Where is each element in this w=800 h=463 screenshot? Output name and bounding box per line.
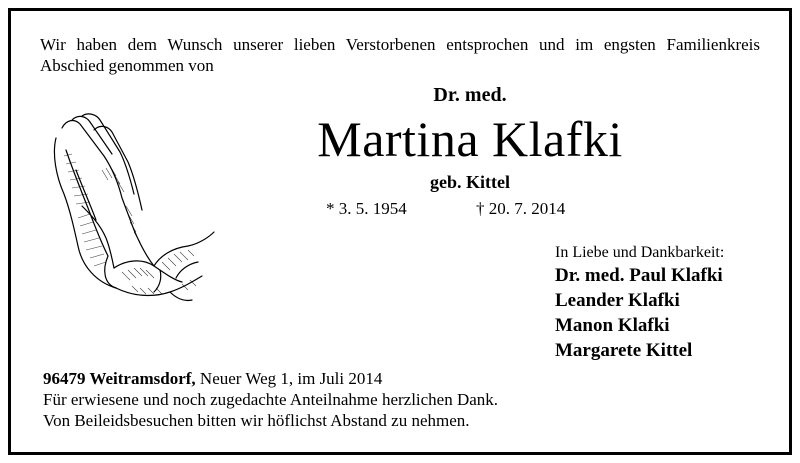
address-line: [43, 368, 643, 389]
mourners-lead: In Liebe und Dankbarkeit:: [555, 244, 725, 261]
intro-line-2: Abschied genommen von: [40, 56, 214, 75]
mourner-name: Margarete Kittel: [555, 340, 693, 361]
intro-line-1: Wir haben dem Wunsch unserer lieben Verstorbenen entsprochen und im engsten Familienkreis: [40, 35, 760, 54]
death-date: † 20. 7. 2014: [476, 199, 566, 218]
intro-text: [40, 34, 760, 76]
footer-text: [43, 368, 643, 431]
address-rest: Neuer Weg 1, im Juli 2014: [195, 369, 383, 388]
mourner-name: Leander Klafki: [555, 290, 680, 311]
birth-name: geb. Kittel: [430, 172, 510, 192]
thanks-line: Für erwiesene und noch zugedachte Anteilnahme herzlichen Dank.: [43, 390, 499, 409]
address-place: 96479 Weitramsdorf,: [43, 369, 196, 388]
birth-date: * 3. 5. 1954: [326, 199, 407, 218]
mourners-block: [555, 243, 785, 363]
honorific: Dr. med.: [433, 84, 507, 106]
mourner-name: Manon Klafki: [555, 315, 670, 336]
praying-hands-icon: [42, 110, 217, 305]
condolence-line: Von Beileidsbesuchen bitten wir höflichst Abstand zu nehmen.: [43, 411, 470, 430]
mourner-name: Dr. med. Paul Klafki: [555, 265, 723, 286]
deceased-name: Martina Klafki: [317, 111, 623, 167]
